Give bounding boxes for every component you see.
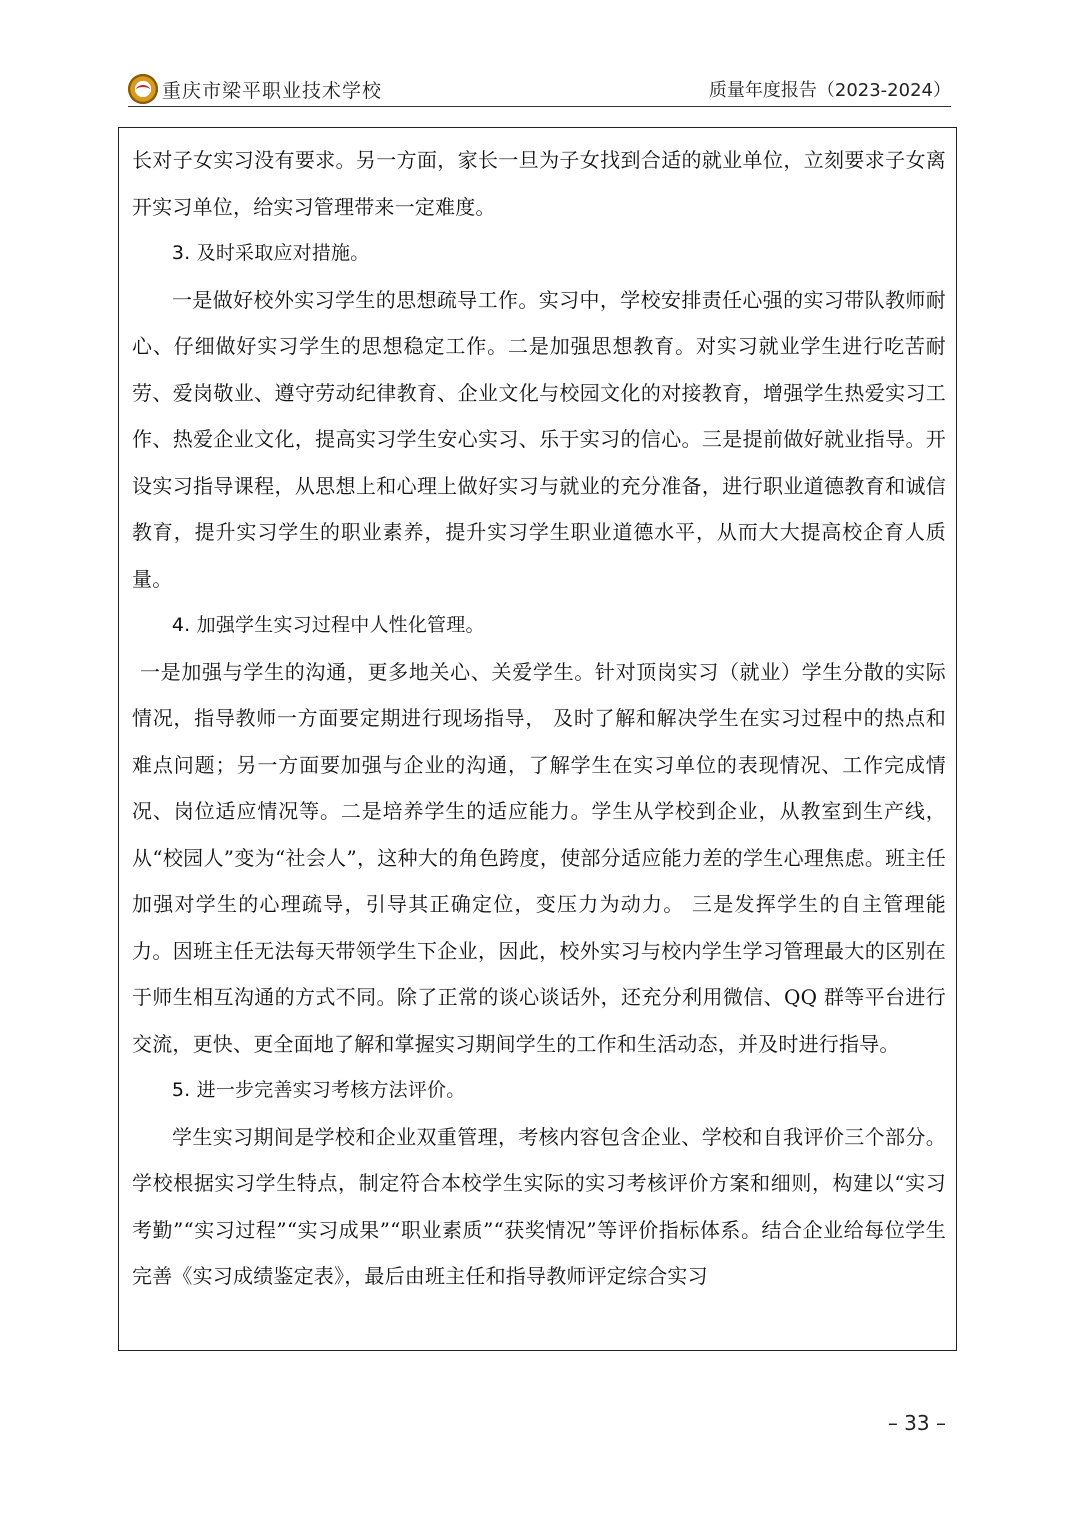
section-heading-3: 3. 及时采取应对措施。	[171, 242, 370, 264]
paragraph-humanized-management: 一是加强与学生的沟通，更多地关心、关爱学生。针对顶岗实习（就业）学生分散的实际情况，指导教师一方面要定期进行现场指导， 及时了解和解决学生在实习过程中的热点和难点问题；另一方面要加强与企业的沟通，了解学生在实习单位的表现情况、工作完成情况、岗位适应情况等。二是培养学生的适应能力。学生从学校到企业，从教室到生产线，从“校园人”变为“社会人”，这种大的角色跨度，使部分适应能力差的学生心理焦虑。班主任加强对学生的心理疏导，引导其正确定位，变压力为动力。 三是发挥学生的自主管理能力。因班主任无法每天带领学生下企业，因此，校外实习与校内学生学习管理最大的区别在于师生相互沟通的方式不同。除了正常的谈心谈话外，还充分利用微信、QQ 群等平台进行交流，更快、更全面地了解和掌握实习期间学生的工作和生活动态，并及时进行指导。	[132, 659, 946, 1056]
page-number: – 33 –	[887, 1411, 946, 1435]
paragraph-continuation: 长对子女实习没有要求。另一方面，家长一旦为子女找到合适的就业单位，立刻要求子女离开实习单位，给实习管理带来一定难度。	[132, 148, 946, 219]
page-header	[128, 72, 951, 106]
paragraph-assessment: 学生实习期间是学校和企业双重管理，考核内容包含企业、学校和自我评价三个部分。学校根据实习学生特点，制定符合本校学生实际的实习考核评价方案和细则，构建以“实习考勤”“实习过程”“实习成果”“职业素质”“获奖情况”等评价指标体系。结合企业给每位学生完善《实习成绩鉴定表》，最后由班主任和指导教师评定综合实习	[132, 1124, 946, 1288]
school-name: 重庆市梁平职业技术学校	[162, 80, 383, 102]
body-text	[132, 137, 946, 1300]
report-title: 质量年度报告（2023-2024）	[708, 80, 951, 101]
header-divider	[128, 106, 951, 107]
section-heading-4: 4. 加强学生实习过程中人性化管理。	[171, 614, 485, 636]
school-emblem-icon	[128, 74, 158, 104]
paragraph-measures: 一是做好校外实习学生的思想疏导工作。实习中，学校安排责任心强的实习带队教师耐心、仔细做好实习学生的思想稳定工作。二是加强思想教育。对实习就业学生进行吃苦耐劳、爱岗敬业、遵守劳动纪律教育、企业文化与校园文化的对接教育，增强学生热爱实习工作、热爱企业文化，提高实习学生安心实习、乐于实习的信心。三是提前做好就业指导。开设实习指导课程，从思想上和心理上做好实习与就业的充分准备，进行职业道德教育和诚信教育，提升实习学生的职业素养，提升实习学生职业道德水平，从而大大提高校企育人质量。	[132, 287, 946, 591]
section-heading-5: 5. 进一步完善实习考核方法评价。	[171, 1079, 466, 1101]
